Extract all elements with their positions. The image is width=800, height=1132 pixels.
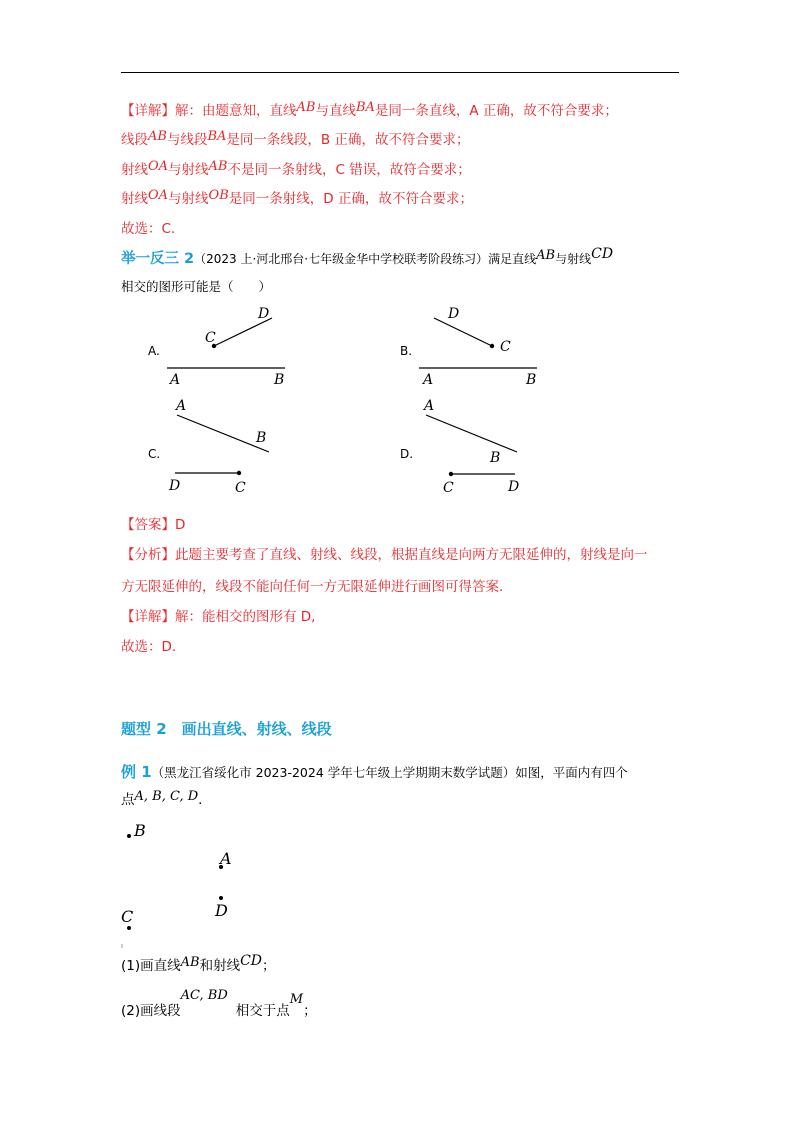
text: 点 (121, 792, 135, 808)
text: 射线 (121, 191, 148, 207)
divider-mark (121, 944, 123, 948)
option-b-label-c: C (500, 339, 511, 355)
option-b-point-c (490, 344, 494, 348)
example-1-line-2 (121, 790, 202, 811)
option-c-label-a: A (176, 398, 187, 414)
option-b-label: B. (400, 344, 413, 358)
detail-line-3 (121, 160, 471, 181)
example-label: 例 1 (121, 763, 152, 781)
option-a-label: A. (148, 344, 160, 358)
text: 此题主要考查了直线、射线、线段，根据直线是向两方无限延伸的，射线是向一 (175, 547, 648, 563)
detail-line-4 (121, 189, 473, 210)
example-1-line-1 (121, 762, 628, 783)
text: 是同一条线段，B 正确，故不符合要求； (226, 132, 470, 148)
option-d-label-d: D (508, 479, 520, 495)
math-var: AB (296, 100, 316, 115)
math-var: AC, BD (180, 988, 228, 1003)
analysis-line-1 (121, 545, 648, 565)
text: 与直线 (315, 103, 356, 119)
text: 与射线 (168, 191, 209, 207)
detail-line-1 (121, 101, 618, 122)
text: 解：能相交的图形有 D, (175, 609, 316, 625)
math-var: OA (148, 159, 169, 174)
detail-tag: 【详解】 (121, 609, 175, 625)
text: 与射线 (555, 252, 592, 266)
math-var: OA (148, 188, 169, 203)
option-d-label-b: B (490, 450, 501, 466)
text: 线段 (121, 132, 148, 148)
math-var: BA (355, 100, 375, 115)
point-b (127, 834, 131, 838)
option-c-label: C. (148, 447, 161, 461)
point-a-label: A (220, 849, 232, 868)
option-a-label-d: D (258, 306, 270, 322)
point-b-label: B (134, 821, 146, 840)
question-label: 举一反三 2 (121, 251, 195, 267)
text: . (198, 792, 203, 808)
text: ； (303, 1003, 317, 1019)
analysis-line-2: 方无限延伸的，线段不能向任何一方无限延伸进行画图可得答案. (121, 579, 504, 595)
detail2-line-1 (121, 607, 315, 627)
option-a-ray-cd (214, 318, 272, 346)
text: 与射线 (168, 162, 209, 178)
task-1 (121, 953, 276, 977)
points-figure (110, 812, 310, 942)
option-d-label-a: A (424, 398, 435, 414)
option-c-label-d: D (169, 478, 181, 494)
option-c-label-c: C (235, 480, 246, 496)
point-d-label: D (215, 901, 228, 920)
option-c-point-c (237, 471, 241, 475)
question-text: （2023 上·河北邢台·七年级金华中学校联考阶段练习）满足直线 (194, 252, 537, 266)
option-b-label-d: D (448, 306, 460, 322)
point-c-label: C (121, 907, 134, 926)
math-var: A, B, C, D (134, 789, 199, 804)
task-2 (121, 988, 317, 1022)
text: ； (262, 958, 276, 974)
detail-line-2 (121, 130, 469, 151)
math-var: OB (208, 188, 229, 203)
point-c (127, 926, 131, 930)
math-var: M (289, 992, 304, 1007)
question-2-line-1 (121, 246, 614, 270)
options-figure (121, 300, 601, 500)
text: (2)画线段 (121, 1003, 181, 1019)
answer-value: D (175, 517, 186, 533)
option-d-line-ab (426, 415, 517, 452)
answer-tag: 【答案】 (121, 517, 175, 533)
analysis-tag: 【分析】 (121, 547, 175, 563)
text: 和射线 (199, 958, 241, 974)
text: 与线段 (166, 132, 208, 148)
header-rule (121, 72, 679, 73)
text: 射线 (121, 162, 148, 178)
text: 不是同一条射线，C 错误，故符合要求； (227, 162, 471, 178)
text: 解：由题意知，直线 (175, 103, 297, 119)
detail2-line-2: 故选：D. (121, 639, 177, 655)
option-d-point-c (449, 472, 453, 476)
option-b-ray-cd (434, 318, 492, 346)
math-var: AB (208, 159, 228, 174)
option-b-label-a: A (423, 372, 434, 388)
math-var: AB (180, 955, 200, 970)
section-title: 题型 2 画出直线、射线、线段 (121, 720, 332, 738)
math-var: AB (148, 129, 167, 144)
option-a-label-c: C (205, 330, 216, 346)
option-a-label-b: B (274, 372, 285, 388)
detail-tag: 【详解】 (121, 103, 175, 119)
option-d-label: D. (400, 447, 414, 461)
answer-line (121, 515, 185, 535)
text: (1)画直线 (121, 958, 181, 974)
math-var: CD (240, 953, 263, 969)
text: 是同一条射线，D 正确，故不符合要求； (228, 191, 473, 207)
detail-line-5: 故选：C. (121, 221, 176, 237)
option-b-label-b: B (526, 372, 537, 388)
math-var: AB (536, 248, 556, 263)
math-var: BA (207, 129, 227, 144)
option-d-label-c: C (443, 480, 454, 496)
option-c-label-b: B (256, 430, 267, 446)
point-d (219, 896, 223, 900)
example-text: （黑龙江省绥化市 2023-2024 学年七年级上学期期末数学试题）如图，平面内有四个 (151, 765, 628, 780)
math-var: CD (591, 246, 614, 262)
question-2-line-2: 相交的图形可能是（ ） (121, 279, 272, 294)
text: 相交于点 (235, 1003, 290, 1019)
text: 是同一条直线，A 正确，故不符合要求； (374, 103, 618, 119)
option-a-label-a: A (170, 372, 181, 388)
